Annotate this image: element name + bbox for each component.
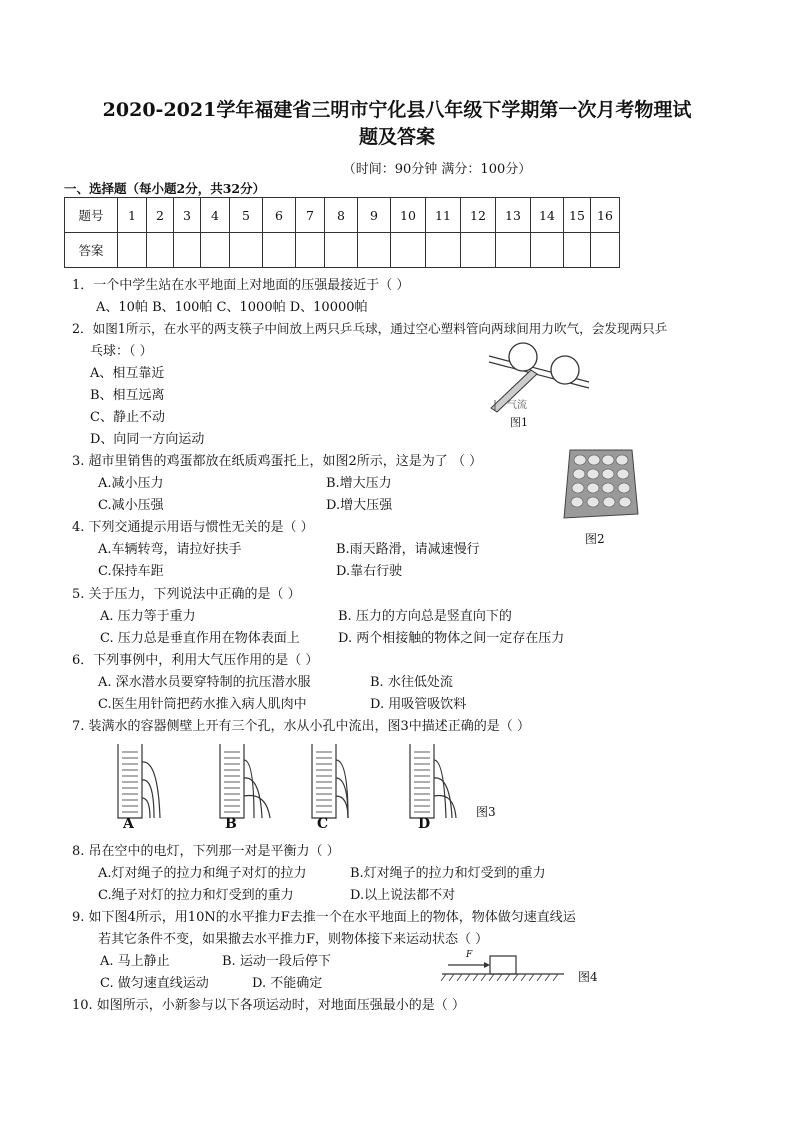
question-9-stem-cont: 若其它条件不变，如果撤去水平推力F，则物体接下来运动状态（ ） [98, 932, 489, 947]
question-5-option-b[interactable]: B. 压力的方向总是竖直向下的 [338, 609, 512, 624]
question-7-stem: 7. 装满水的容器侧壁上开有三个孔，水从小孔中流出，图3中描述正确的是（ ） [72, 719, 530, 734]
question-8-option-b[interactable]: B.灯对绳子的拉力和灯受到的重力 [350, 866, 546, 881]
question-4-option-c[interactable]: C.保持车距 [98, 564, 164, 579]
question-3-option-a[interactable]: A.减小压力 [98, 476, 164, 491]
figure-2-caption: 图2 [585, 532, 605, 546]
question-4-option-a[interactable]: A.车辆转弯，请拉好扶手 [98, 542, 242, 557]
question-5-stem: 5. 关于压力，下列说法中正确的是（ ） [72, 587, 301, 602]
question-4-stem: 4. 下列交通提示用语与惯性无关的是（ ） [72, 520, 314, 535]
question-2-option-d[interactable]: D、向同一方向运动 [90, 432, 205, 447]
row-label: 答案 [65, 233, 118, 268]
answer-cell[interactable] [263, 233, 296, 268]
answer-cell[interactable] [591, 233, 620, 268]
question-number: 8 [325, 198, 358, 233]
figure-1-caption: 图1 [510, 416, 528, 429]
answer-cell[interactable] [147, 233, 174, 268]
figure-2-egg-tray [562, 444, 640, 524]
question-1-stem: 1．一个中学生站在水平地面上对地面的压强最接近于（ ） [72, 278, 410, 293]
question-number: 13 [496, 198, 531, 233]
question-6-option-a[interactable]: A. 深水潜水员要穿特制的抗压潜水服 [98, 675, 311, 690]
question-number: 1 [118, 198, 147, 233]
question-2-option-b[interactable]: B、相互远离 [90, 388, 165, 403]
question-number: 4 [201, 198, 230, 233]
answer-row [65, 233, 620, 268]
figure-3-label-a: A [123, 816, 134, 832]
question-2-stem: 2．如图1所示，在水平的两支筷子中间放上两只乒乓球，通过空心塑料管向两球间用力吹气，会发现两只乒 [72, 321, 668, 336]
question-3-option-b[interactable]: B.增大压力 [326, 476, 392, 491]
question-number: 6 [263, 198, 296, 233]
answer-cell[interactable] [461, 233, 496, 268]
answer-cell[interactable] [531, 233, 564, 268]
question-6-option-b[interactable]: B. 水往低处流 [370, 675, 453, 690]
answer-cell[interactable] [325, 233, 358, 268]
figure-3-label-c: C [317, 816, 329, 832]
question-9-option-a[interactable]: A. 马上静止 [100, 954, 170, 969]
figure-4-caption: 图4 [578, 970, 598, 984]
question-4-option-b[interactable]: B.雨天路滑，请减速慢行 [336, 542, 480, 557]
question-5-option-c[interactable]: C. 压力总是垂直作用在物体表面上 [100, 631, 300, 646]
question-number: 7 [296, 198, 325, 233]
answer-cell[interactable] [496, 233, 531, 268]
question-number-row [65, 198, 620, 233]
question-3-option-d[interactable]: D.增大压强 [326, 498, 393, 513]
answer-grid [64, 197, 620, 268]
question-number: 3 [174, 198, 201, 233]
question-number: 15 [564, 198, 591, 233]
figure-4-force-label: F [466, 950, 473, 960]
question-2-option-a[interactable]: A、相互靠近 [90, 366, 165, 381]
question-number: 5 [230, 198, 263, 233]
question-9-stem: 9. 如下图4所示，用10N的水平推力F去推一个在水平地面上的物体，物体做匀速直线运 [72, 910, 576, 925]
question-9-option-b[interactable]: B. 运动一段后停下 [222, 954, 331, 969]
question-10-stem: 10. 如图所示，小新参与以下各项运动时，对地面压强最小的是（ ） [72, 998, 465, 1013]
question-number: 9 [358, 198, 391, 233]
answer-cell[interactable] [391, 233, 426, 268]
question-number: 10 [391, 198, 426, 233]
question-3-stem: 3. 超市里销售的鸡蛋都放在纸质鸡蛋托上，如图2所示，这是为了 （ ） [72, 454, 483, 469]
figure-4-push-block [438, 950, 568, 986]
figure-1-pingpong [485, 340, 595, 430]
row-label: 题号 [65, 198, 118, 233]
question-2-stem-cont: 乓球：（ ） [90, 344, 153, 359]
exam-info: （时间：90分钟 满分：100分） [342, 162, 532, 177]
figure-3-containers [108, 740, 458, 820]
answer-cell[interactable] [426, 233, 461, 268]
question-6-option-c[interactable]: C.医生用针筒把药水推入病人肌肉中 [98, 697, 307, 712]
question-5-option-d[interactable]: D. 两个相接触的物体之间一定存在压力 [338, 631, 565, 646]
question-8-option-a[interactable]: A.灯对绳子的拉力和绳子对灯的拉力 [98, 866, 307, 881]
question-9-option-c[interactable]: C. 做匀速直线运动 [100, 976, 209, 991]
question-number: 14 [531, 198, 564, 233]
answer-cell[interactable] [564, 233, 591, 268]
question-6-stem: 6．下列事例中，利用大气压作用的是（ ） [72, 653, 319, 668]
question-1-options: A、10帕 B、100帕 C、1000帕 D、10000帕 [96, 300, 368, 315]
answer-cell[interactable] [358, 233, 391, 268]
question-6-option-d[interactable]: D. 用吸管吸饮料 [370, 697, 467, 712]
answer-cell[interactable] [296, 233, 325, 268]
question-8-option-d[interactable]: D.以上说法都不对 [350, 888, 456, 903]
question-number: 11 [426, 198, 461, 233]
question-3-option-c[interactable]: C.减小压强 [98, 498, 164, 513]
figure-3-caption: 图3 [476, 805, 496, 819]
question-number: 2 [147, 198, 174, 233]
figure-3-label-d: D [418, 816, 431, 832]
question-5-option-a[interactable]: A. 压力等于重力 [100, 609, 196, 624]
answer-cell[interactable] [118, 233, 147, 268]
answer-cell[interactable] [201, 233, 230, 268]
answer-cell[interactable] [230, 233, 263, 268]
answer-cell[interactable] [174, 233, 201, 268]
question-2-option-c[interactable]: C、静止不动 [90, 410, 165, 425]
figure-1-air-label: 气流 [507, 400, 527, 411]
question-8-stem: 8. 吊在空中的电灯，下列那一对是平衡力（ ） [72, 844, 340, 859]
question-number: 16 [591, 198, 620, 233]
question-4-option-d[interactable]: D.靠右行驶 [336, 564, 403, 579]
question-9-option-d[interactable]: D. 不能确定 [252, 976, 323, 991]
question-8-option-c[interactable]: C.绳子对灯的拉力和灯受到的重力 [98, 888, 294, 903]
page-title: 2020-2021学年福建省三明市宁化县八年级下学期第一次月考物理试 [102, 99, 692, 121]
figure-3-label-b: B [225, 816, 237, 832]
section-heading: 一、选择题（每小题2分，共32分） [64, 181, 266, 196]
page-title-line2: 题及答案 [358, 126, 435, 148]
question-number: 12 [461, 198, 496, 233]
